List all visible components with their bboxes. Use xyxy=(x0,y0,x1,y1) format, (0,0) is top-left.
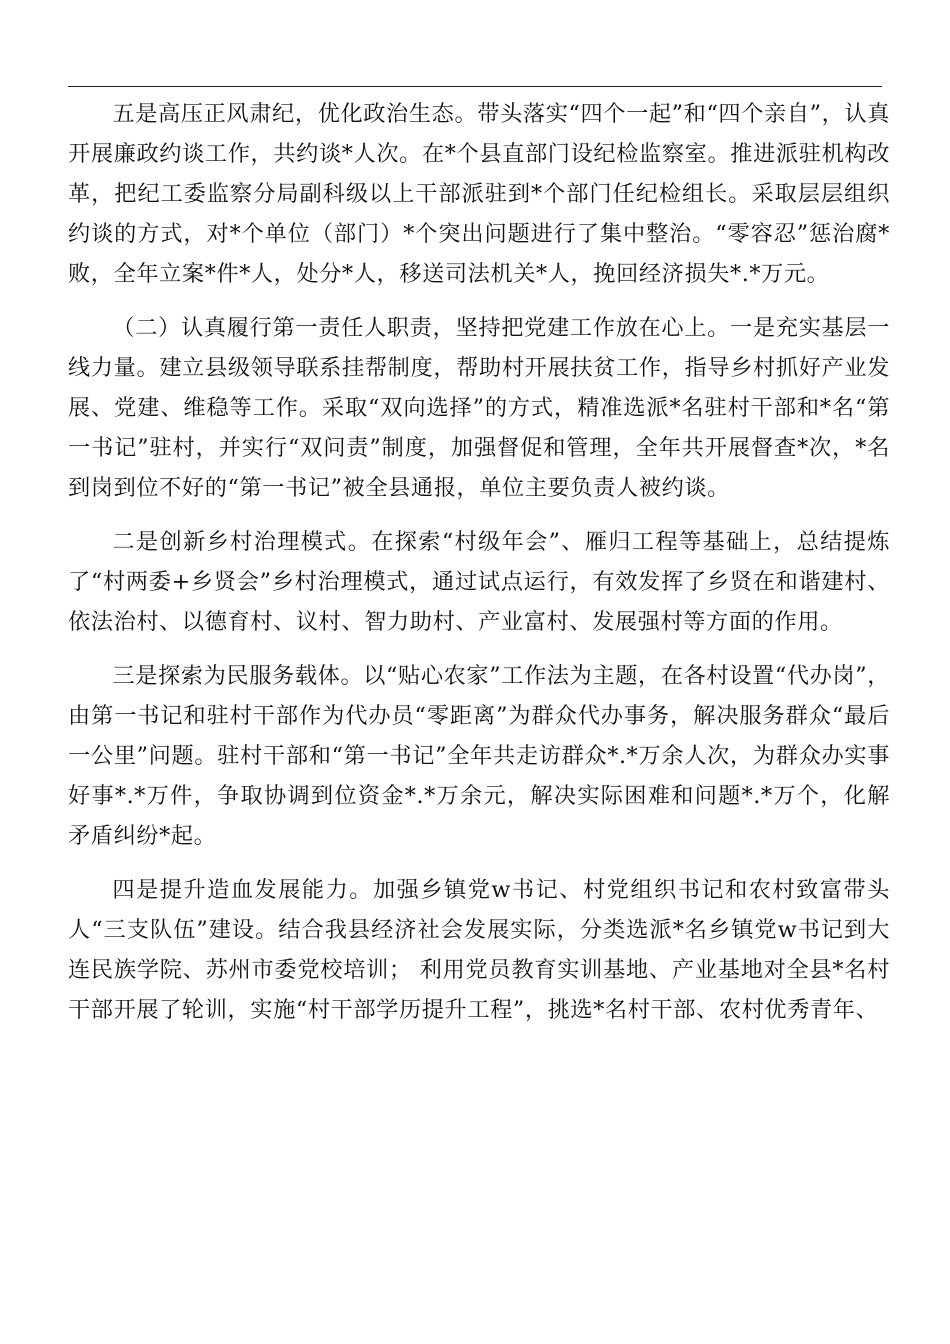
paragraph-rural-governance: 二是创新乡村治理模式。在探索“村级年会”、雁归工程等基础上，总结提炼了“村两委+乡贤会”乡村治理模式，通过试点运行，有效发挥了乡贤在和谐建村、依法治村、以德育村、议村、智力助村、产业富村、发展强村等方面的作用。 xyxy=(68,529,890,635)
paragraph-service-carrier: 三是探索为民服务载体。以“贴心农家”工作法为主题，在各村设置“代办岗”，由第一书记和驻村干部作为代办员“零距离”为群众代办事务，解决服务群众“最后一公里”问题。驻村干部和“第一书记”全年共走访群众*.*万余人次，为群众办实事好事*.*万件，争取协调到位资金*.*万余元，解决实际困难和问题*.*万个，化解矛盾纠纷*起。 xyxy=(68,663,890,849)
paragraph-first-responsibility: （二）认真履行第一责任人职责，坚持把党建工作放在心上。一是充实基层一线力量。建立县级领导联系挂帮制度，帮助村开展扶贫工作，指导乡村抓好产业发展、党建、维稳等工作。采取“双向选择”的方式，精准选派*名驻村干部和*名“第一书记”驻村，并实行“双问责”制度，加强督促和管理，全年共开展督查*次，*名到岗到位不好的“第一书记”被全县通报，单位主要负责人被约谈。 xyxy=(68,315,890,501)
paragraph-discipline: 五是高压正风肃纪，优化政治生态。带头落实“四个一起”和“四个亲自”，认真开展廉政约谈工作，共约谈*人次。在*个县直部门设纪检监察室。推进派驻机构改革，把纪工委监察分局副科级以上干部派驻到*个部门任纪检组长。采取层层组织约谈的方式，对*个单位（部门）*个突出问题进行了集中整治。“零容忍”惩治腐*败，全年立案*件*人，处分*人，移送司法机关*人，挽回经济损失*.*万元。 xyxy=(68,101,890,287)
paragraph-development-capacity: 四是提升造血发展能力。加强乡镇党w书记、村党组织书记和农村致富带头人“三支队伍”建设。结合我县经济社会发展实际，分类选派*名乡镇党w书记到大连民族学院、苏州市委党校培训； 利用党员教育实训基地、产业基地对全县*名村干部开展了轮训，实施“村干部学历提升工程”，挑选*名村干部、农村优秀青年、 xyxy=(68,877,890,1023)
document-body xyxy=(68,94,890,1044)
header-rule xyxy=(68,86,882,87)
